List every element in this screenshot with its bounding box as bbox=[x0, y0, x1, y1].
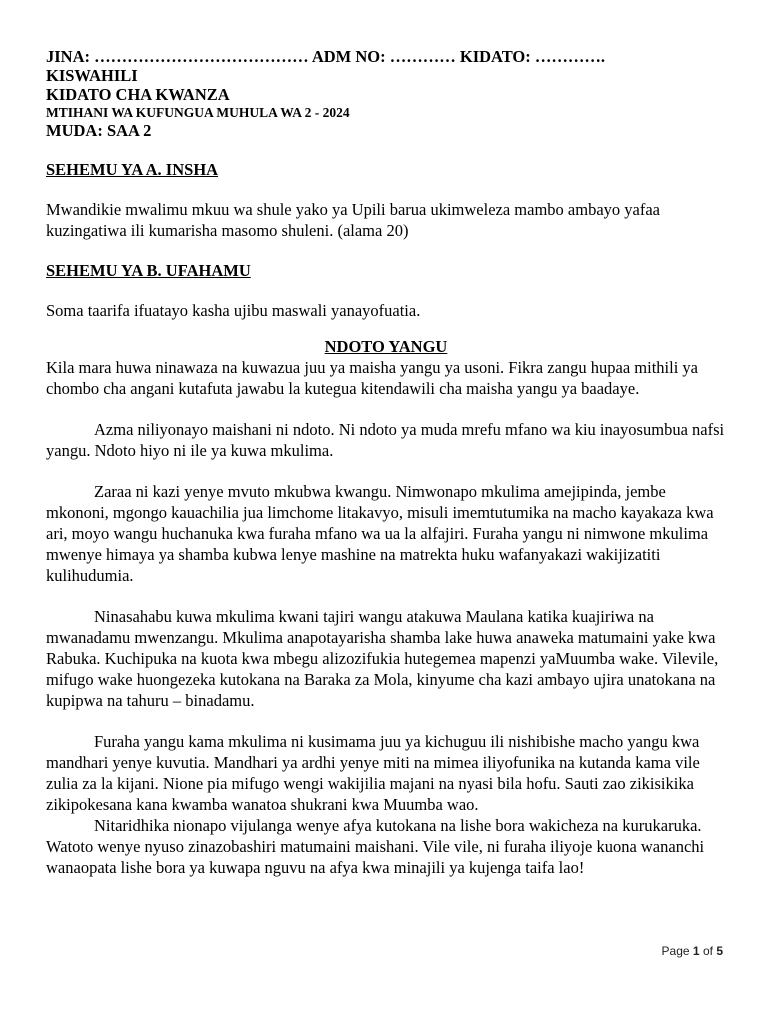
subject-title: KISWAHILI bbox=[46, 66, 138, 85]
exam-time: MUDA: SAA 2 bbox=[46, 121, 152, 140]
class-title: KIDATO CHA KWANZA bbox=[46, 85, 230, 104]
story-title: NDOTO YANGU bbox=[324, 337, 448, 356]
section-a-heading: SEHEMU YA A. INSHA bbox=[46, 160, 219, 179]
section-b-heading: SEHEMU YA B. UFAHAMU bbox=[46, 261, 251, 280]
story-paragraph: Furaha yangu kama mkulima ni kusimama juu ya kichuguu ili nishibishe macho yangu kwa mandhari yenye kuvutia. Mandhari ya ardhi yenye miti na mimea iliyofunika na kutanda kama vile zulia za la kijani. Nione pia mifugo wengi wakijilia majani na nyasi bila hofu. Sauti zao zikisikika zikipokesana kana kwamba wanatoa shukrani kwa Muumba wao. bbox=[46, 732, 700, 814]
story-paragraph: Ninasahabu kuwa mkulima kwani tajiri wangu atakuwa Maulana katika kuajiriwa na mwanadamu mwenzangu. Mkulima anapotayarisha shamba lake huwa anaweka matumaini yake kwa Rabuka. Kuchipuka na kuota kwa mbegu alizozifukia hutegemea mapenzi yaMuumba wake. Vilevile, mifugo wake huongezeka kutokana na Baraka za Mola, kinyume cha kazi ambayo ujira unatokana na kupipwa na tahuru – binadamu. bbox=[46, 607, 719, 710]
story-paragraph: Azma niliyonayo maishani ni ndoto. Ni ndoto ya muda mrefu mfano wa kiu inayosumbua nafsi yangu. Ndoto hiyo ni ile ya kuwa mkulima. bbox=[46, 420, 725, 460]
story-paragraph: Kila mara huwa ninawaza na kuwazua juu ya maisha yangu ya usoni. Fikra zangu hupaa mithili ya chombo cha angani kutafuta jawabu la kutegua kitendawili cha maisha yangu ya baadaye. bbox=[46, 358, 698, 398]
of-word: of bbox=[702, 944, 713, 958]
document-page bbox=[46, 47, 726, 878]
exam-title: MTIHANI WA KUFUNGUA MUHULA WA 2 - 2024 bbox=[46, 105, 350, 120]
current-page: 1 bbox=[692, 944, 700, 958]
section-a-question: Mwandikie mwalimu mkuu wa shule yako ya Upili barua ukimweleza mambo ambayo yafaa kuzingatiwa ili kumarisha masomo shuleni. (alama 20) bbox=[46, 200, 660, 240]
page-number bbox=[662, 944, 723, 958]
story-paragraph: Nitaridhika nionapo vijulanga wenye afya kutokana na lishe bora wakicheza na kurukaruka. Watoto wenye nyuso zinazobashiri matumaini maishani. Vile vile, ni furaha iliyoje kuona wananchi wanaopata lishe bora ya kuwapa nguvu na afya kwa minajili ya kujenga taifa lao! bbox=[46, 816, 705, 877]
total-pages: 5 bbox=[716, 944, 723, 958]
student-info-line: JINA: ………………………………… ADM NO: ………… KIDATO: …………. bbox=[46, 47, 606, 66]
story-paragraph: Zaraa ni kazi yenye mvuto mkubwa kwangu. Nimwonapo mkulima amejipinda, jembe mkononi, mgongo kauachilia jua limchome litakavyo, misuli imemtutumika na macho kayakaza kwa ari, moyo wangu huchanuka kwa furaha mfano wa ua la alfajiri. Furaha yangu ni nimwone mkulima mwenye himaya ya shamba kubwa lenye mashine na matrekta huku wafanyakazi wakijizatiti kulihudumia. bbox=[46, 482, 714, 585]
page-word: Page bbox=[661, 944, 690, 958]
section-b-instruction: Soma taarifa ifuatayo kasha ujibu maswali yanayofuatia. bbox=[46, 301, 421, 320]
